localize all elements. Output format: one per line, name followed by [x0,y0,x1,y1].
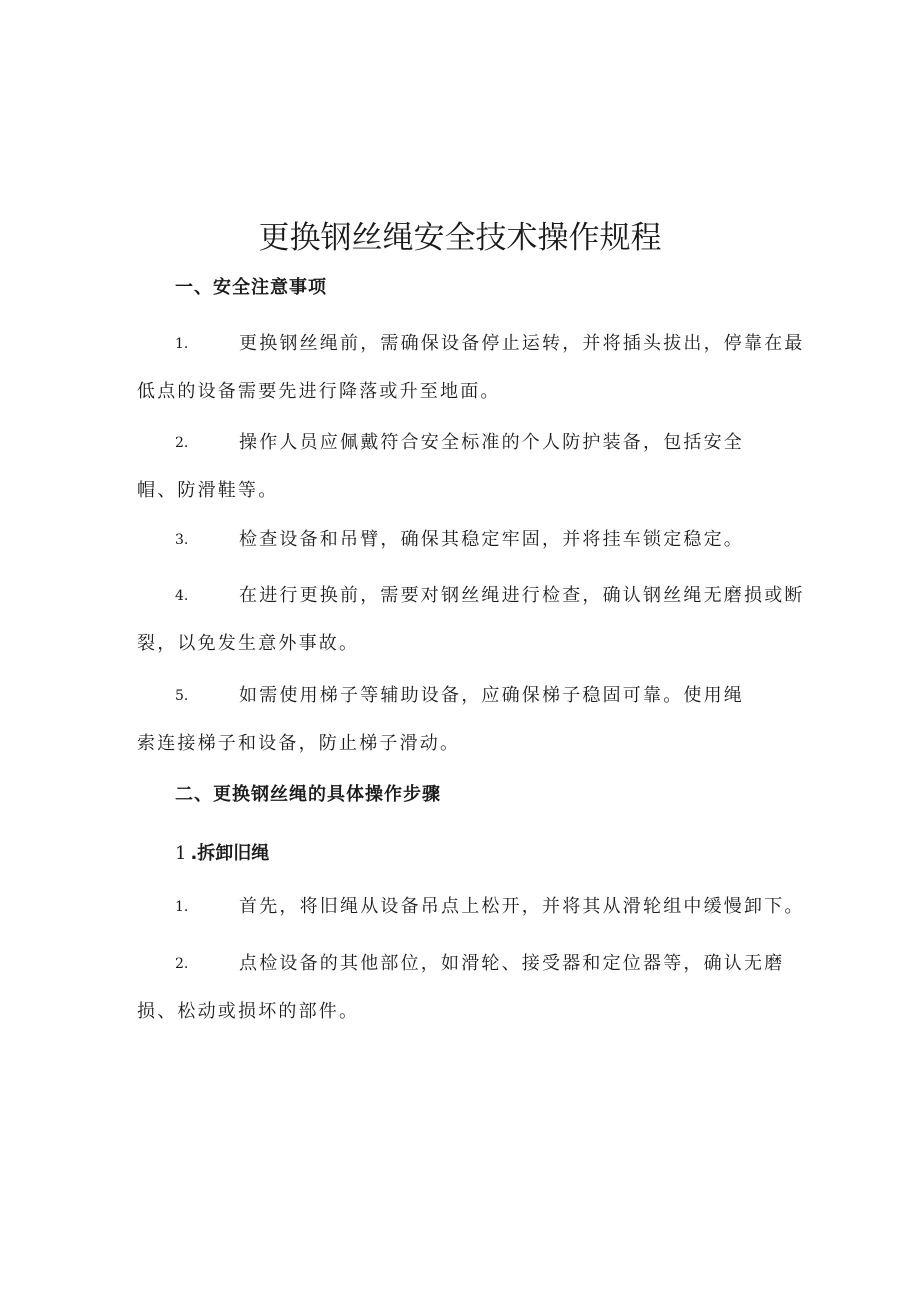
item-text: 点检设备的其他部位，如滑轮、接受器和定位器等，确认无磨 [239,953,785,974]
item-number: 1. [175,899,189,915]
item-number: 4. [175,588,189,604]
subsection-heading [175,842,269,866]
subsection-title: .拆卸旧绳 [190,843,270,864]
document-title: 更换钢丝绳安全技术操作规程 [258,220,662,256]
item-text: 首先，将旧绳从设备吊点上松开，并将其从滑轮组中缓慢卸下。 [239,896,805,917]
item-text-continued: 帽、防滑鞋等。 [137,480,279,501]
section-heading-steps: 二、更换钢丝绳的具体操作步骤 [175,784,441,805]
item-number: 2. [175,435,189,451]
item-text: 在进行更换前，需要对钢丝绳进行检查，确认钢丝绳无磨损或断 [239,585,805,606]
item-number: 1. [175,336,189,352]
list-item [0,516,920,564]
item-text: 更换钢丝绳前，需确保设备停止运转，并将插头拔出，停靠在最 [239,333,805,354]
item-text-continued: 损、松动或损坏的部件。 [137,1001,360,1022]
item-text: 检查设备和吊臂，确保其稳定牢固，并将挂车锁定稳定。 [239,529,744,550]
item-text-continued: 低点的设备需要先进行降落或升至地面。 [137,381,501,402]
list-item [0,419,920,515]
item-text-continued: 裂，以免发生意外事故。 [137,633,360,654]
item-text: 操作人员应佩戴符合安全标准的个人防护装备，包括安全 [239,432,744,453]
item-number: 5. [175,688,189,704]
list-item [0,940,920,1036]
item-number: 2. [175,956,189,972]
list-item [0,883,920,931]
list-item [0,320,920,416]
item-text: 如需使用梯子等辅助设备，应确保梯子稳固可靠。使用绳 [239,685,744,706]
section-heading-safety: 一、安全注意事项 [175,277,327,298]
list-item [0,572,920,668]
list-item [0,672,920,768]
item-number: 3. [175,532,189,548]
item-text-continued: 索连接梯子和设备，防止梯子滑动。 [137,733,461,754]
subsection-number: 1 [175,843,187,864]
